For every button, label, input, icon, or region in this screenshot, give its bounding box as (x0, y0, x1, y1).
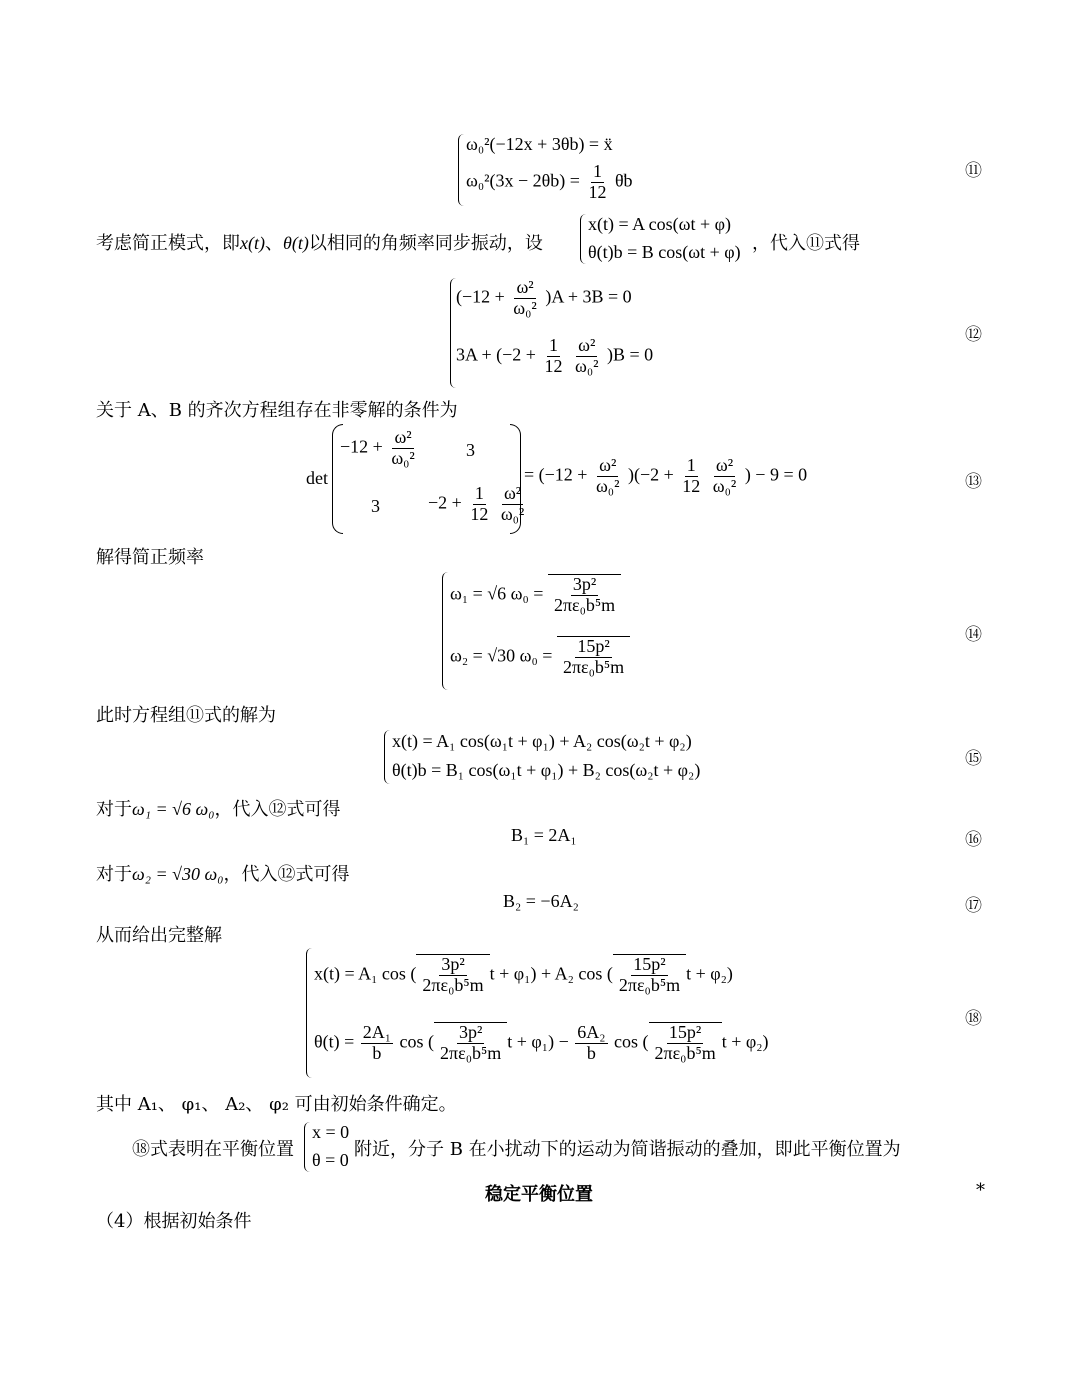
para9-tail: 附近，分子 B 在小扰动下的运动为简谐振动的叠加，即此平衡位置为 (354, 1139, 901, 1160)
eq12-line2: 3A + (−2 + $\frac{1}{12}$ $\frac{\text{ω²}}{\text{ω₀²}}$ )B = 0 (456, 335, 654, 376)
paragraph-omega1-case: 对于ω₁ = √6 ω₀，代入⑫式可得 (96, 799, 341, 820)
eq13-rhs: = (−12 + $\frac{\text{ω²}}{\text{ω₀²}}$ )(−2 + $\frac{1}{12}$ $\frac{\text{ω²}}{\text{ω₀²}}$ ) − 9 = 0 (524, 455, 808, 496)
eq18-line2: θ(t) = $\frac{\text{2A₁}}{b}$ cos ( $\frac{\text{3p²}}{\text{2πε₀b⁵m}}$ t + φ₁) − $\frac{\text{6A₂}}{b}$ cos ( $\frac{\text{15p²}}{\text{2πε₀b⁵m}}$ t + φ₂) (314, 1022, 769, 1063)
eq15-brace (384, 730, 391, 784)
eq14-brace (442, 572, 449, 690)
eq12-number: ⑫ (965, 325, 982, 345)
eq11-number: ⑪ (965, 161, 982, 181)
paragraph-stability-statement: ⑱式表明在平衡位置 (132, 1139, 294, 1160)
eq15-line1: x(t) = A₁ cos(ω₁t + φ₁) + A₂ cos(ω₂t + φ₂) (392, 731, 692, 751)
eq18-line1: x(t) = A₁ cos ( $\frac{\text{3p²}}{\text{2πε₀b⁵m}}$ t + φ₁) + A₂ cos ( $\frac{\text{15p²}}{\text{2πε₀b⁵m}}$ t + φ₂) (314, 954, 733, 995)
eq11-line2: ω₀²(3x − 2θb) = $\frac{1}{12}$ θ̈b (466, 161, 633, 202)
eq13-det: det (306, 468, 328, 488)
paragraph-normal-frequencies: 解得简正频率 (96, 547, 204, 568)
section-4-heading: （4）根据初始条件 (96, 1211, 252, 1232)
eq11-line1: ω₀²(−12x + 3θb) = ẍ (466, 134, 613, 154)
eq18-brace (306, 948, 313, 1078)
paragraph-constants-note: 其中 A₁、 φ₁、 A₂、 φ₂ 可由初始条件确定。 (96, 1094, 457, 1115)
eq13-m12: 3 (466, 440, 475, 460)
paragraph-omega2-case: 对于ω₂ = √30 ω₀，代入⑫式可得 (96, 864, 350, 885)
eq12-line1: (−12 + $\frac{\text{ω²}}{\text{ω₀²}}$ )A + 3B = 0 (456, 277, 632, 318)
conclusion-stable-equilibrium: 稳定平衡位置 (485, 1184, 593, 1205)
eq13-m22: −2 + $\frac{1}{12}$ $\frac{\text{ω²}}{\text{ω₀²}}$ (428, 483, 525, 524)
eq16-expr: B₁ = 2A₁ (511, 825, 577, 845)
paragraph-nonzero-condition: 关于 A、B 的齐次方程组存在非零解的条件为 (96, 400, 458, 421)
para1-brace (580, 214, 587, 264)
eq14-number: ⑭ (965, 625, 982, 645)
para9-sys-line1: x = 0 (312, 1122, 350, 1142)
eq13-right-paren (510, 424, 521, 534)
para9-sys-line2: θ = 0 (312, 1150, 349, 1170)
para9-brace (304, 1122, 311, 1172)
eq13-m11: −12 + $\frac{\text{ω²}}{\text{ω₀²}}$ (340, 427, 415, 468)
eq15-line2: θ(t)b = B₁ cos(ω₁t + φ₁) + B₂ cos(ω₂t + φ₂) (392, 760, 701, 780)
eq13-m21: 3 (371, 496, 380, 516)
eq13-number: ⑬ (965, 472, 982, 492)
eq17-number: ⑰ (965, 896, 982, 916)
eq14-line2: ω₂ = √30 ω₀ = $\frac{\text{15p²}}{\text{2πε₀b⁵m}}$ (450, 636, 630, 678)
para1-tail: ，代入⑪式得 (752, 233, 860, 254)
eq11-brace (458, 134, 465, 206)
eq16-number: ⑯ (965, 830, 982, 850)
conclusion-star: * (976, 1180, 985, 1201)
eq18-number: ⑱ (965, 1009, 982, 1029)
eq17-expr: B₂ = −6A₂ (503, 891, 579, 911)
paragraph-normal-mode: 考虑简正模式，即x(t)、θ(t)以相同的角频率同步振动，设 (96, 233, 543, 254)
paragraph-complete-solution: 从而给出完整解 (96, 925, 222, 946)
paragraph-solution-intro: 此时方程组⑪式的解为 (96, 705, 276, 726)
eq15-number: ⑮ (965, 749, 982, 769)
para1-sys-line2: θ(t)b = B cos(ωt + φ) (588, 242, 741, 262)
eq14-line1: ω₁ = √6 ω₀ = $\frac{\text{3p²}}{\text{2πε₀b⁵m}}$ (450, 574, 621, 616)
para1-sys-line1: x(t) = A cos(ωt + φ) (588, 214, 732, 234)
